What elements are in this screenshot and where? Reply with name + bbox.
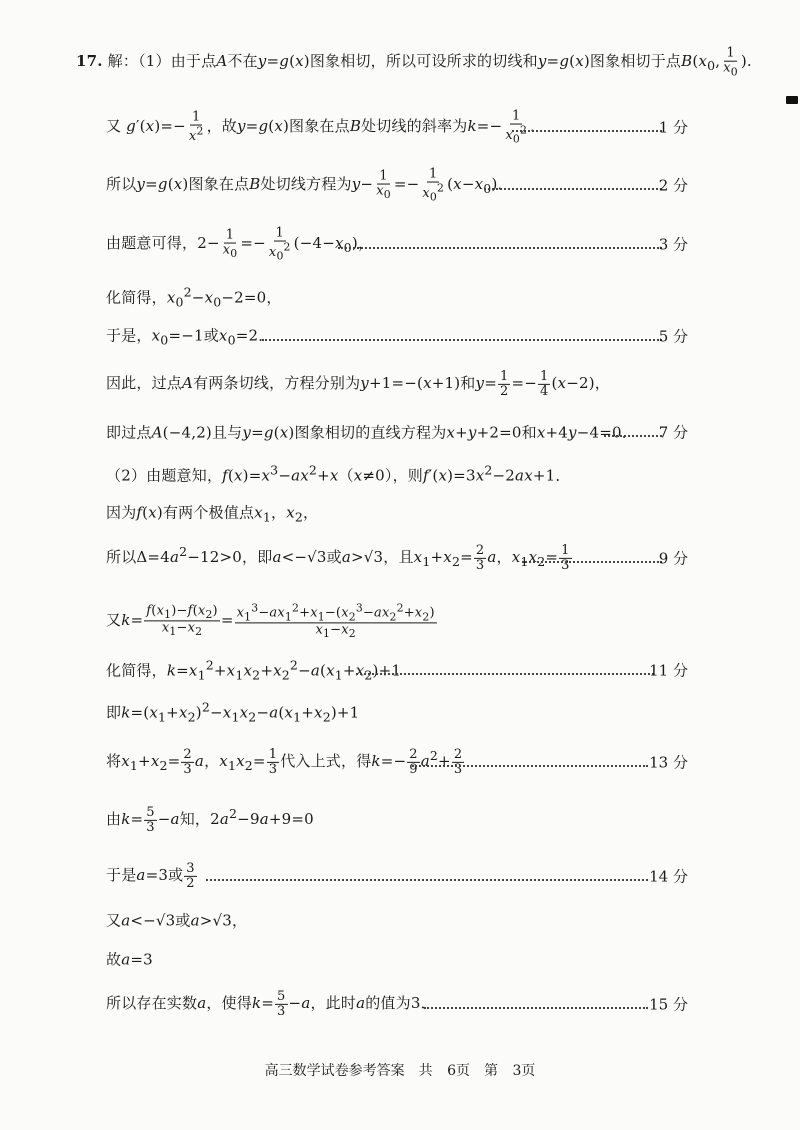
score-line-11: 9 分 [658,549,688,568]
line-18-text: 又a<−√3或a>√3， [106,911,248,930]
line-16-text: 由k= $\frac{5}{3}$ −a知，$2a^2-9a+9=0$ [106,804,314,835]
leader-dots [604,435,662,437]
line-7-text: 因此，过点A有两条切线，方程分别为y+1=−(x+1)和y= $\frac{1}{2}$ =− $\frac{1}{4}$ (x−2)， [106,368,610,399]
line-19-text: 故a=3 [106,950,153,969]
solution-label: 解：（1） [107,52,171,70]
page-footer: 高三数学试卷参考答案 共 6页 第 3页 [264,1063,536,1079]
scan-mark [786,96,798,104]
line-3-text: 所以y=g(x)图象在点B处切线方程为y− $\frac{1}{x_0}$ =− $\frac{1}{x_0^2}$ $(x-x_0)$． [106,166,513,204]
line-9-text: （2）由题意知，$f(x)=x^3-ax^2+x(x\ne 0)$，则$f'(x)=3x^2-2ax+1$． [106,462,571,485]
score-line-3: 2 分 [658,176,688,195]
score-line-13: 11 分 [649,661,688,680]
line-12-text: 又k= $\frac{f(x_1)-f(x_2)}{x_1-x_2}$ = $\frac{x_1^3-ax_1^2+x_1-(x_2^3-ax_2^2+x_2)}{x_1-x_2}$ [106,601,435,641]
line-14-text: 即$k=(x_1+x_2)^2-x_1x_2-a(x_1+x_2)+1$ [106,699,360,725]
leader-dots [338,247,662,249]
problem-number: 17. [76,52,103,70]
score-line-15: 13 分 [649,753,688,772]
leader-dots [412,765,648,767]
score-line-4: 3 分 [658,235,688,254]
score-line-2: 1 分 [658,118,688,137]
leader-dots [262,339,662,341]
line-2-text: 又 g′(x)=− $\frac{1}{x^2}$ ，故y=g(x)图象在点B处切线的斜率为k=− $\frac{1}{x_0^2}$ ． [106,108,546,146]
line-1-text: 17. 解：（1）由于点A不在y=g(x)图象相切，所以可设所求的切线和y=g(x)图象相切于点$B(x_0$, $\frac{1}{x_0}$ ). [76,45,752,78]
score-line-8: 7 分 [658,423,688,442]
line-5-text: 化简得，$x_0^2-x_0-2=0$， [106,284,282,310]
line-13-text: 化简得，$k=x_1^2+x_1x_2+x_2^2-a(x_1+x_2)+1$ [106,657,402,683]
line-8-text: 即过点A(−4,2)且与y=g(x)图象相切的直线方程为x+y+2=0和x+4y−4=0． [106,423,637,442]
line-6-text: 于是，$x_0=-1$或$x_0=2$． [106,326,274,348]
leader-dots [484,188,662,190]
leader-dots [522,561,662,563]
score-line-17: 14 分 [649,867,688,886]
score-line-20: 15 分 [649,995,688,1014]
line-15-text: 将$x_1+x_2=$ $\frac{2}{3}$ a，$x_1x_2=$ $\frac{1}{3}$ 代入上式，得k=− $\frac{2}{9}$ $a^2+$ $\frac{2}{3}$ [106,746,463,777]
line-11-text: 所以$\Delta=4a^2-12>0$，即a<−√3或a>√3，且$x_1+x_2=$ $\frac{2}{3}$ a，$x_1x_2=$ $\frac{1}{3}$ [106,542,570,573]
line-10-text: 因为f(x)有两个极值点$x_1$，$x_2$， [106,503,319,525]
leader-dots [512,130,662,132]
leader-dots [424,1007,648,1009]
leader-dots [356,673,654,675]
line-4-text: 由题意可得，2− $\frac{1}{x_0}$ =− $\frac{1}{x_0^2}$ $(-4-x_0)$， [106,225,374,263]
line-17-text: 于是a=3或 $\frac{3}{2}$ [106,860,195,891]
line-20-text: 所以存在实数a，使得k= $\frac{5}{3}$ −a，此时a的值为3． [106,988,436,1019]
leader-dots [206,879,648,881]
score-line-6: 5 分 [658,327,688,346]
